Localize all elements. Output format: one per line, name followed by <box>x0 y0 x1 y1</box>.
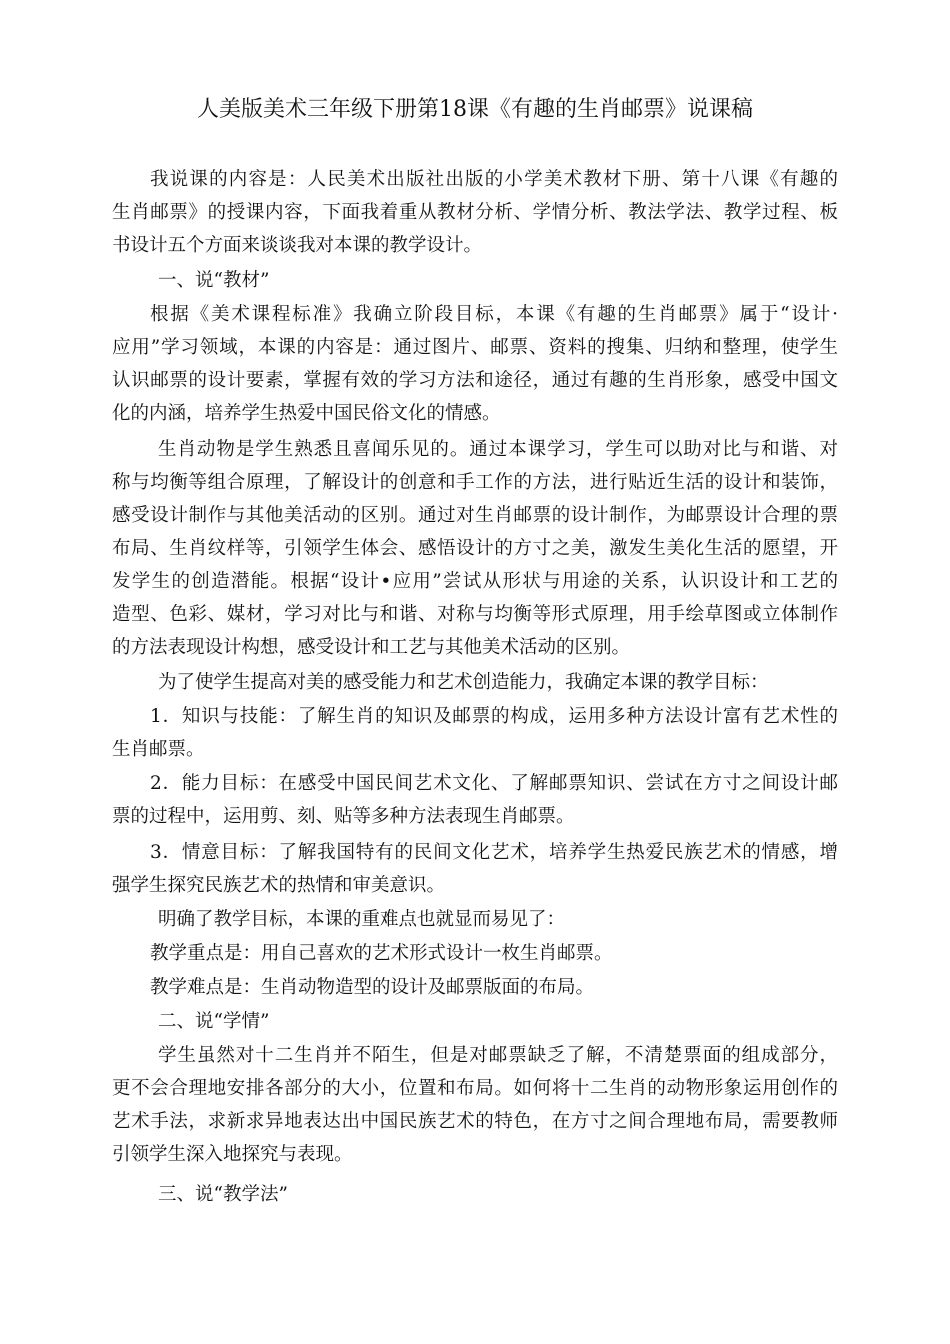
text-line: 根据《美术课程标准》我确立阶段目标，本课《有趣的生肖邮票》属于“设计· <box>150 304 838 325</box>
text-line: 艺术手法，求新求异地表达出中国民族艺术的特色，在方寸之间合理地布局，需要教师 <box>112 1111 838 1132</box>
text-line: 引领学生深入地探究与表现。 <box>112 1144 353 1165</box>
text-line: 书设计五个方面来谈谈我对本课的教学设计。 <box>112 235 483 256</box>
text-line: 1．知识与技能：了解生肖的知识及邮票的构成，运用多种方法设计富有艺术性的 <box>150 706 838 727</box>
text-line: 造型、色彩、媒材，学习对比与和谐、对称与均衡等形式原理，用手绘草图或立体制作 <box>112 604 838 625</box>
text-line: 我说课的内容是：人民美术出版社出版的小学美术教材下册、第十八课《有趣的 <box>150 169 838 190</box>
text-line: 感受设计制作与其他美活动的区别。通过对生肖邮票的设计制作，为邮票设计合理的票 <box>112 505 838 526</box>
section-heading: 三、说“教学法” <box>158 1184 288 1205</box>
section-heading: 二、说“学情” <box>158 1011 270 1032</box>
text-line: 布局、生肖纹样等，引领学生体会、感悟设计的方寸之美，激发生美化生活的愿望，开 <box>112 538 838 559</box>
text-line: 应用”学习领域，本课的内容是：通过图片、邮票、资料的搜集、归纳和整理，使学生 <box>112 337 838 358</box>
text-line: 强学生探究民族艺术的热情和审美意识。 <box>112 875 446 896</box>
text-line: 教学重点是：用自己喜欢的艺术形式设计一枚生肖邮票。 <box>150 943 613 964</box>
text-line: 称与均衡等组合原理，了解设计的创意和手工作的方法，进行贴近生活的设计和装饰， <box>112 472 838 493</box>
text-line: 发学生的创造潜能。根据“设计•应用”尝试从形状与用途的关系，认识设计和工艺的 <box>112 571 838 592</box>
text-line: 认识邮票的设计要素，掌握有效的学习方法和途径，通过有趣的生肖形象，感受中国文 <box>112 370 838 391</box>
text-line: 明确了教学目标，本课的重难点也就显而易见了： <box>158 909 566 930</box>
text-line: 更不会合理地安排各部分的大小，位置和布局。如何将十二生肖的动物形象运用创作的 <box>112 1078 838 1099</box>
text-line: 学生虽然对十二生肖并不陌生，但是对邮票缺乏了解，不清楚票面的组成部分， <box>158 1045 838 1066</box>
document-title: 人美版美术三年级下册第18课《有趣的生肖邮票》说课稿 <box>197 97 753 122</box>
text-line: 生肖动物是学生熟悉且喜闻乐见的。通过本课学习，学生可以助对比与和谐、对 <box>158 439 838 460</box>
text-line: 化的内涵，培养学生热爱中国民俗文化的情感。 <box>112 403 501 424</box>
text-line: 的方法表现设计构想，感受设计和工艺与其他美术活动的区别。 <box>112 637 631 658</box>
text-line: 3．情意目标：了解我国特有的民间文化艺术，培养学生热爱民族艺术的情感，增 <box>150 842 838 863</box>
text-line: 2．能力目标：在感受中国民间艺术文化、了解邮票知识、尝试在方寸之间设计邮 <box>150 773 838 794</box>
text-line: 为了使学生提高对美的感受能力和艺术创造能力，我确定本课的教学目标： <box>158 672 769 693</box>
text-line: 教学难点是：生肖动物造型的设计及邮票版面的布局。 <box>150 977 595 998</box>
text-line: 票的过程中，运用剪、刻、贴等多种方法表现生肖邮票。 <box>112 806 575 827</box>
text-line: 生肖邮票》的授课内容，下面我着重从教材分析、学情分析、教法学法、教学过程、板 <box>112 202 838 223</box>
section-heading: 一、说“教材” <box>158 270 270 291</box>
text-line: 生肖邮票。 <box>112 739 205 760</box>
